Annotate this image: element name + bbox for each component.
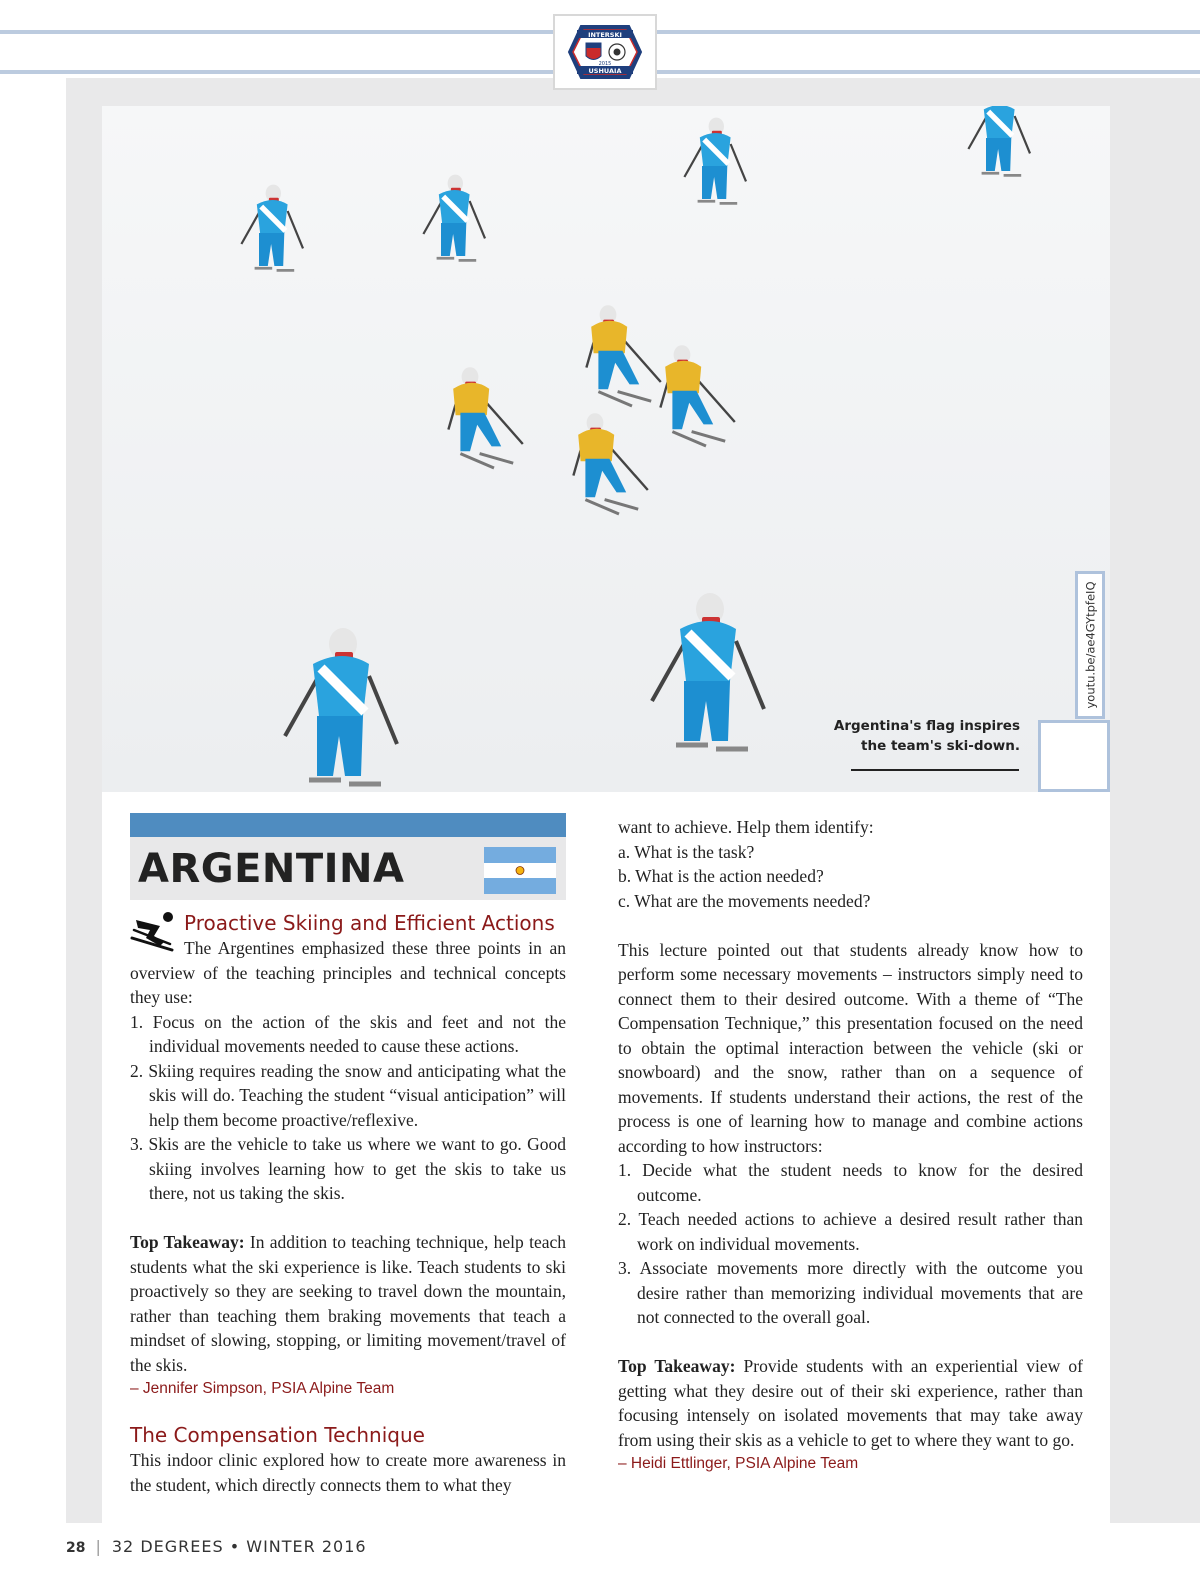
article2-item-3: 3. Associate movements more directly with the outcome you desire rather than memorizing individual movements that are not connected to the overall goal.	[618, 1258, 1083, 1327]
caption-rule	[851, 769, 1019, 771]
takeaway-text: In addition to teaching technique, help teach students what the ski experience is like. Teach students to ski proactively so they are seeking to travel down the mountain, rather than teaching them braking movements that teach a mindset of slowing, stopping, or limiting movement/travel of the skis.	[130, 1232, 567, 1375]
section-title: ARGENTINA	[138, 846, 405, 892]
article2-body: This lecture pointed out that students already know how to perform some necessary movements – instructors simply need to connect them to their desired outcome. With a theme of “The Compensation Technique,” this presentation focused on the need to obtain the optimal interaction between the vehicle (ski or snowboard) and the snow, rather than on a sequence of movements. If students understand their actions, the rest of the process is one of learning how to manage and combine actions according to how instructors:	[618, 939, 1083, 1156]
article1-heading: Proactive Skiing and Efficient Actions	[184, 911, 555, 935]
article2-author: – Heidi Ettlinger, PSIA Alpine Team	[618, 1455, 859, 1472]
logo-bottom-text: USHUAIA	[588, 67, 622, 75]
article2-takeaway	[618, 1354, 1083, 1452]
page-number: 28	[66, 1540, 86, 1556]
article1-intro: The Argentines emphasized these three points in an overview of the teaching principles and technical concepts they use:	[130, 938, 566, 1007]
video-url-tab[interactable]	[1075, 571, 1105, 719]
article1-author: – Jennifer Simpson, PSIA Alpine Team	[130, 1380, 395, 1397]
left-column	[130, 813, 566, 1497]
caption-line-1: Argentina's flag inspires	[833, 718, 1020, 734]
question-b: b. What is the action needed?	[618, 866, 824, 886]
video-url[interactable]: youtu.be/ae4GYtpfeIQ	[1083, 581, 1098, 709]
article2-item-2: 2. Teach needed actions to achieve a desired result rather than work on individual movements.	[618, 1209, 1083, 1254]
logo-top-text: INTERSKI	[588, 31, 622, 39]
photo-caption	[820, 716, 1020, 756]
takeaway-label-2: Top Takeaway:	[618, 1356, 736, 1376]
logo-year-text: 2015	[598, 61, 612, 67]
article2-intro-cont: want to achieve. Help them identify:	[618, 817, 874, 837]
section-header	[130, 837, 566, 900]
article1-item-3: 3. Skis are the vehicle to take us where we want to go. Good skiing involves learning how to get the skis to take us there, not us taking the skis.	[130, 1134, 566, 1203]
qr-code-box	[1038, 720, 1110, 792]
article1-item-2: 2. Skiing requires reading the snow and anticipating what the skis will do. Teaching the student “visual anticipation” will help them become proactive/reflexive.	[130, 1060, 566, 1130]
takeaway-label: Top Takeaway:	[130, 1232, 245, 1252]
section-header-bar	[130, 813, 566, 837]
article2-item-1: 1. Decide what the student needs to know for the desired outcome.	[618, 1160, 1083, 1205]
publication-name: 32 DEGREES • WINTER 2016	[111, 1537, 367, 1556]
page-footer: 28 | 32 DEGREES • WINTER 2016	[66, 1537, 367, 1556]
ski-photo	[102, 106, 1110, 792]
takeaway-text-2: Provide students with an experiential view of getting what they desire out of their ski experience, rather than focusing intensely on isolated movements that may take away from using their skis as a vehicle to get to where they want to go.	[618, 1356, 1083, 1450]
article1-takeaway	[130, 1230, 566, 1377]
article1-item-1: 1. Focus on the action of the skis and feet and not the individual movements needed to cause these actions.	[130, 1011, 566, 1056]
right-column	[618, 815, 1083, 1475]
article2-intro: This indoor clinic explored how to create more awareness in the student, which directly connects them to what they	[130, 1450, 566, 1495]
skier-icon	[130, 910, 178, 952]
caption-line-2: the team's ski-down.	[861, 738, 1020, 754]
article2-heading: The Compensation Technique	[130, 1423, 425, 1447]
interski-logo	[553, 14, 657, 90]
argentina-flag-icon	[484, 847, 556, 894]
question-a: a. What is the task?	[618, 841, 755, 862]
question-c: c. What are the movements needed?	[618, 890, 871, 911]
